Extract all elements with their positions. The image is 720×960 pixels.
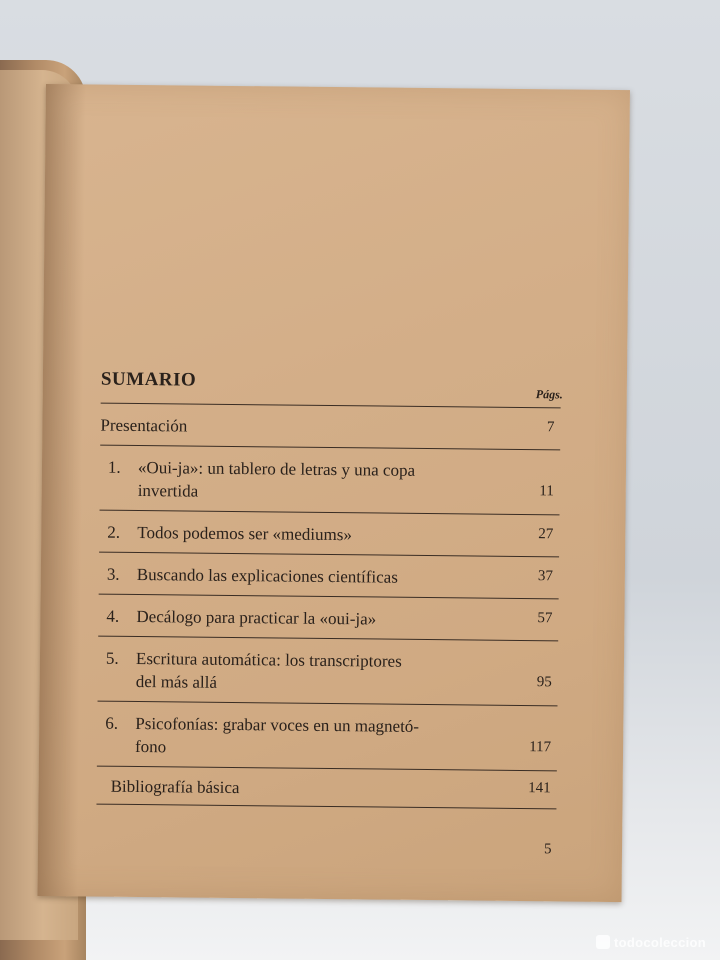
toc-entry-page: 37 xyxy=(537,568,553,585)
toc-entry xyxy=(97,702,558,771)
toc-entry-text-cont: invertida xyxy=(137,480,199,501)
toc-entry-number: 3. xyxy=(106,564,120,584)
page-gutter-shadow xyxy=(37,84,86,896)
toc-entry-text: Psicofonías: grabar voces en un magnetó- xyxy=(135,713,420,736)
toc-entry xyxy=(96,767,556,809)
toc-entry-text-cont: fono xyxy=(134,736,167,757)
toc-entry-page: 141 xyxy=(528,780,551,797)
watermark xyxy=(596,935,706,950)
toc-entry-number: 5. xyxy=(105,648,119,668)
toc-entry-text: Presentación xyxy=(100,415,188,436)
toc-entry xyxy=(98,595,558,641)
table-of-contents xyxy=(96,369,561,810)
toc-entry-page: 7 xyxy=(546,419,555,436)
toc-entry-page: 27 xyxy=(538,526,554,543)
toc-entry-page: 57 xyxy=(537,610,553,627)
toc-entry-page: 95 xyxy=(536,674,552,691)
toc-entry-number: 6. xyxy=(105,713,119,733)
toc-entry xyxy=(100,446,561,515)
toc-entry-text: «Oui-ja»: un tablero de letras y una copa xyxy=(137,457,416,480)
toc-entry-number: 1. xyxy=(107,457,121,477)
toc-entry-text: Decálogo para practicar la «oui-ja» xyxy=(136,606,377,629)
toc-entry-number: 2. xyxy=(107,522,121,542)
toc-entry-page: 11 xyxy=(539,483,554,500)
toc-header xyxy=(101,369,561,408)
pages-column-label: Págs. xyxy=(535,387,563,402)
toc-entry xyxy=(100,404,560,450)
toc-entry-text: Escritura automática: los transcriptores xyxy=(135,648,402,671)
toc-entry-text: Buscando las explicaciones científicas xyxy=(136,564,399,587)
page-number: 5 xyxy=(543,841,552,858)
toc-entry xyxy=(99,553,559,599)
toc-entry-page: 117 xyxy=(529,739,552,756)
toc-entry xyxy=(98,637,559,706)
toc-entry-number: 4. xyxy=(106,606,120,626)
toc-entry-text-cont: del más allá xyxy=(135,671,218,692)
toc-entry-text: Todos podemos ser «mediums» xyxy=(137,522,353,545)
toc-entry xyxy=(99,511,559,557)
toc-entry-text: Bibliografía básica xyxy=(110,776,240,798)
toc-title: SUMARIO xyxy=(100,368,197,391)
watermark-text: todocoleccion xyxy=(613,935,706,950)
book-page xyxy=(37,84,629,902)
watermark-logo-icon xyxy=(596,935,610,949)
